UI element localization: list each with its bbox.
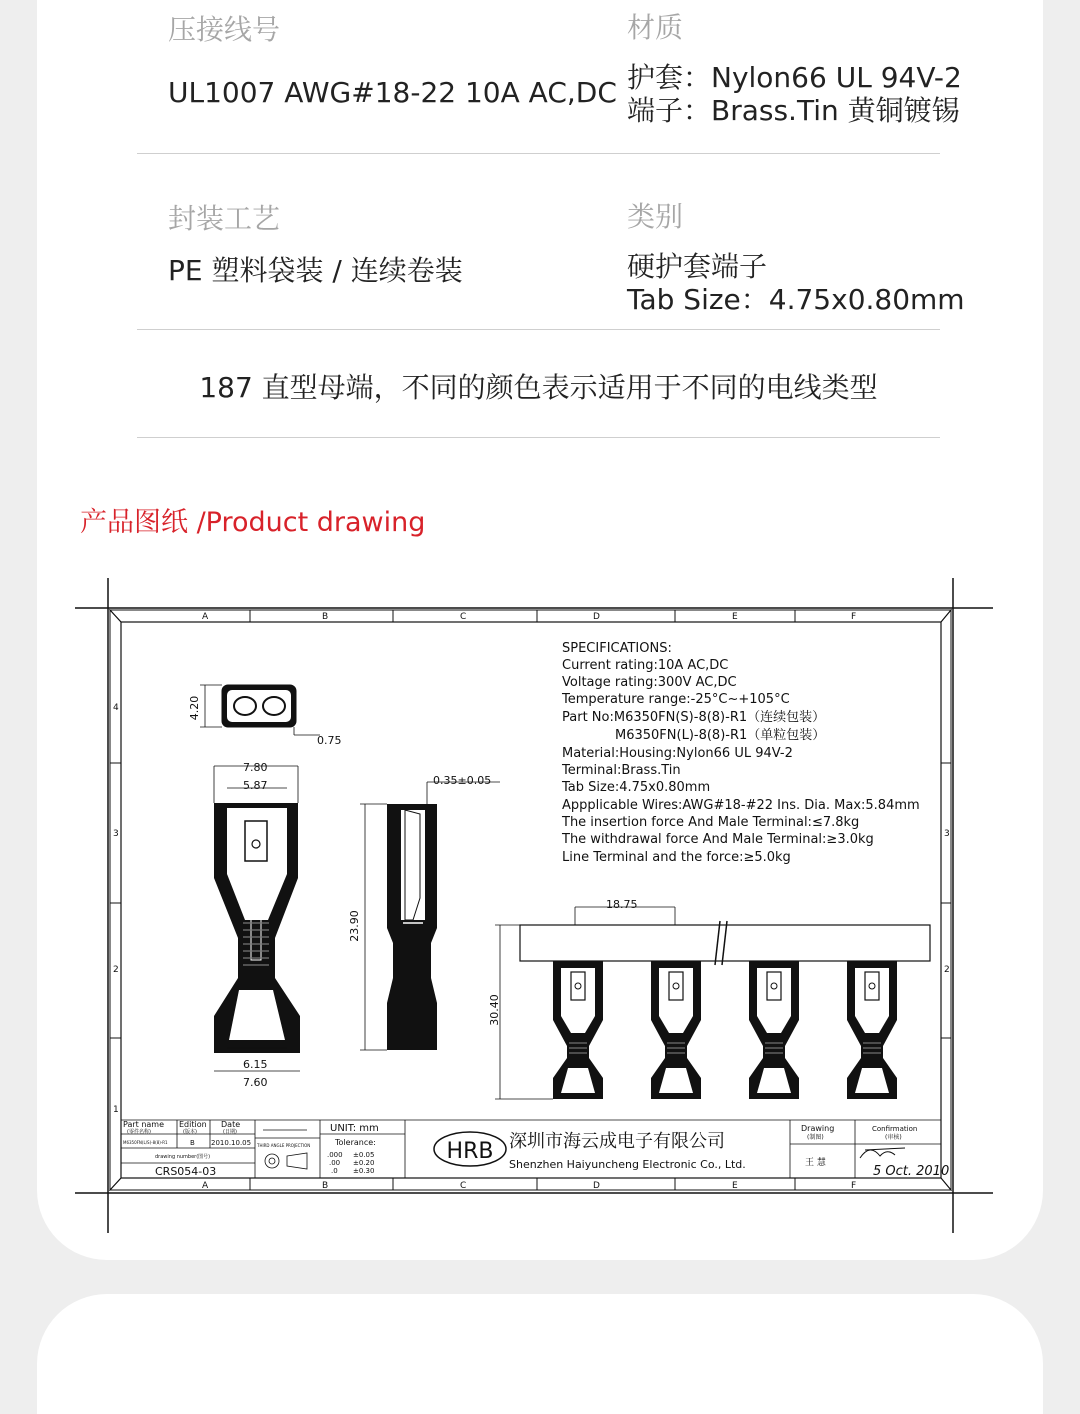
drawer-name: 王 慧 [805, 1158, 826, 1168]
grid-letter: F [851, 1181, 857, 1191]
tol: ±0.05 [353, 1151, 375, 1159]
grid-letter: F [851, 612, 857, 622]
grid-letter: A [202, 1181, 209, 1191]
material-label: 材质 [627, 11, 684, 44]
divider [137, 437, 940, 438]
dim-6.15: 6.15 [243, 1058, 268, 1071]
dim-0.75: 0.75 [317, 734, 342, 747]
dim-23.90: 23.90 [348, 910, 361, 942]
part-name-label-cn: (零件名称) [127, 1129, 151, 1135]
tol: .00 [329, 1159, 341, 1167]
dim-30.40: 30.40 [488, 994, 501, 1026]
product-note: 187 直型母端，不同的颜色表示适用于不同的电线类型 [199, 371, 878, 404]
wire-gauge-value: UL1007 AWG#18-22 10A AC,DC [168, 76, 617, 109]
spec-line: Part No:M6350FN(S)-8(8)-R1（连续包装） [562, 710, 826, 725]
spec-line: M6350FN(L)-8(8)-R1（单粒包装） [615, 728, 826, 743]
material-housing-value: 护套：Nylon66 UL 94V-2 [627, 61, 962, 94]
terminal-side-view [360, 782, 500, 1050]
dim-5.87: 5.87 [243, 779, 268, 792]
spec-line: The insertion force And Male Terminal:≤7.8kg [562, 815, 860, 830]
confirmation-label-cn: (审核) [885, 1134, 902, 1141]
drawing-by-label-cn: (制图) [807, 1134, 824, 1141]
specifications-block [561, 641, 920, 865]
edition-label: Edition [179, 1120, 207, 1129]
part-name-value: M6350FN(L/S)-8(8)-R1 [123, 1140, 168, 1145]
drawing-number-value: CRS054-03 [155, 1165, 217, 1178]
company-name-cn: 深圳市海云成电子有限公司 [509, 1131, 725, 1152]
product-drawing [75, 578, 993, 1233]
terminal-strip-view [495, 907, 930, 1099]
spec-line: The withdrawal force And Male Terminal:≥3.0kg [562, 832, 874, 847]
grid-letter: B [322, 1181, 329, 1191]
grid-number: 2 [113, 965, 119, 975]
dim-0.35: 0.35±0.05 [433, 774, 492, 787]
grid-letter: C [460, 1181, 467, 1191]
dim-7.60: 7.60 [243, 1076, 268, 1089]
tol: ±0.30 [353, 1167, 375, 1175]
tol: ±0.20 [353, 1159, 375, 1167]
date-label-cn: (日期) [223, 1129, 237, 1135]
drawing-number-label: drawing number(图号) [155, 1154, 211, 1160]
part-name-label: Part name [123, 1120, 165, 1129]
category-value: 硬护套端子 [627, 250, 768, 283]
edition-label-cn: (版本) [183, 1129, 197, 1135]
dim-7.80: 7.80 [243, 761, 268, 774]
spec-line: Voltage rating:300V AC,DC [562, 675, 737, 690]
material-terminal-value: 端子：Brass.Tin 黄铜镀锡 [627, 94, 960, 127]
strip-terminal [553, 961, 603, 1099]
tolerance-label: Tolerance: [335, 1138, 376, 1147]
signature-date: 5 Oct. 2010 [873, 1164, 950, 1179]
spec-title: SPECIFICATIONS: [562, 641, 672, 656]
spec-line: Terminal:Brass.Tin [562, 763, 681, 778]
next-card [37, 1294, 1043, 1414]
terminal-front-view [214, 766, 300, 1071]
dim-4.20: 4.20 [188, 695, 201, 721]
grid-letter: B [322, 612, 329, 622]
tol: .0 [331, 1167, 338, 1175]
spec-line: Material:Housing:Nylon66 UL 94V-2 [562, 746, 793, 761]
dim-18.75: 18.75 [606, 898, 638, 911]
grid-number: 3 [113, 829, 119, 839]
date-label: Date [221, 1120, 241, 1129]
section-title: 产品图纸 /Product drawing [80, 507, 426, 538]
grid-letter: E [732, 1181, 738, 1191]
wire-gauge-label: 压接线号 [168, 13, 281, 46]
grid-letter: E [732, 612, 738, 622]
grid-letter: C [460, 612, 467, 622]
tol: .000 [327, 1151, 343, 1159]
category-label: 类别 [627, 200, 684, 233]
company-name-en: Shenzhen Haiyuncheng Electronic Co., Ltd. [509, 1158, 746, 1171]
grid-letter: A [202, 612, 209, 622]
projection-label: THIRD ANGLE PROJECTION [257, 1143, 311, 1148]
edition-value: B [190, 1139, 195, 1147]
packaging-value: PE 塑料袋装 / 连续卷装 [168, 254, 463, 287]
tab-size-value: Tab Size：4.75x0.80mm [627, 283, 965, 316]
company-logo: HRB [446, 1139, 494, 1164]
spec-line: Tab Size:4.75x0.80mm [562, 780, 711, 795]
grid-number: 2 [944, 965, 950, 975]
date-value: 2010.10.05 [211, 1139, 252, 1147]
title-block-text [123, 1120, 949, 1179]
packaging-label: 封装工艺 [168, 202, 281, 235]
spec-line: Line Terminal and the force:≥5.0kg [562, 850, 791, 865]
divider [137, 329, 940, 330]
grid-number: 3 [944, 829, 950, 839]
grid-number: 4 [113, 703, 119, 713]
grid-letters-bottom [202, 1178, 856, 1191]
drawing-by-label: Drawing [801, 1124, 835, 1133]
grid-letters-top [202, 610, 856, 622]
divider [137, 153, 940, 154]
spec-line: Temperature range:-25°C~+105°C [562, 692, 790, 707]
spec-line: Current rating:10A AC,DC [562, 658, 729, 673]
spec-line: Appplicable Wires:AWG#18-#22 Ins. Dia. Max:5.84mm [562, 798, 920, 813]
confirmation-label: Confirmation [872, 1125, 918, 1133]
terminal-end-view [200, 685, 320, 735]
grid-letter: D [593, 612, 600, 622]
unit-label: UNIT: mm [330, 1123, 379, 1134]
grid-letter: D [593, 1181, 600, 1191]
signature-mark [860, 1148, 905, 1158]
grid-number: 1 [113, 1105, 119, 1115]
